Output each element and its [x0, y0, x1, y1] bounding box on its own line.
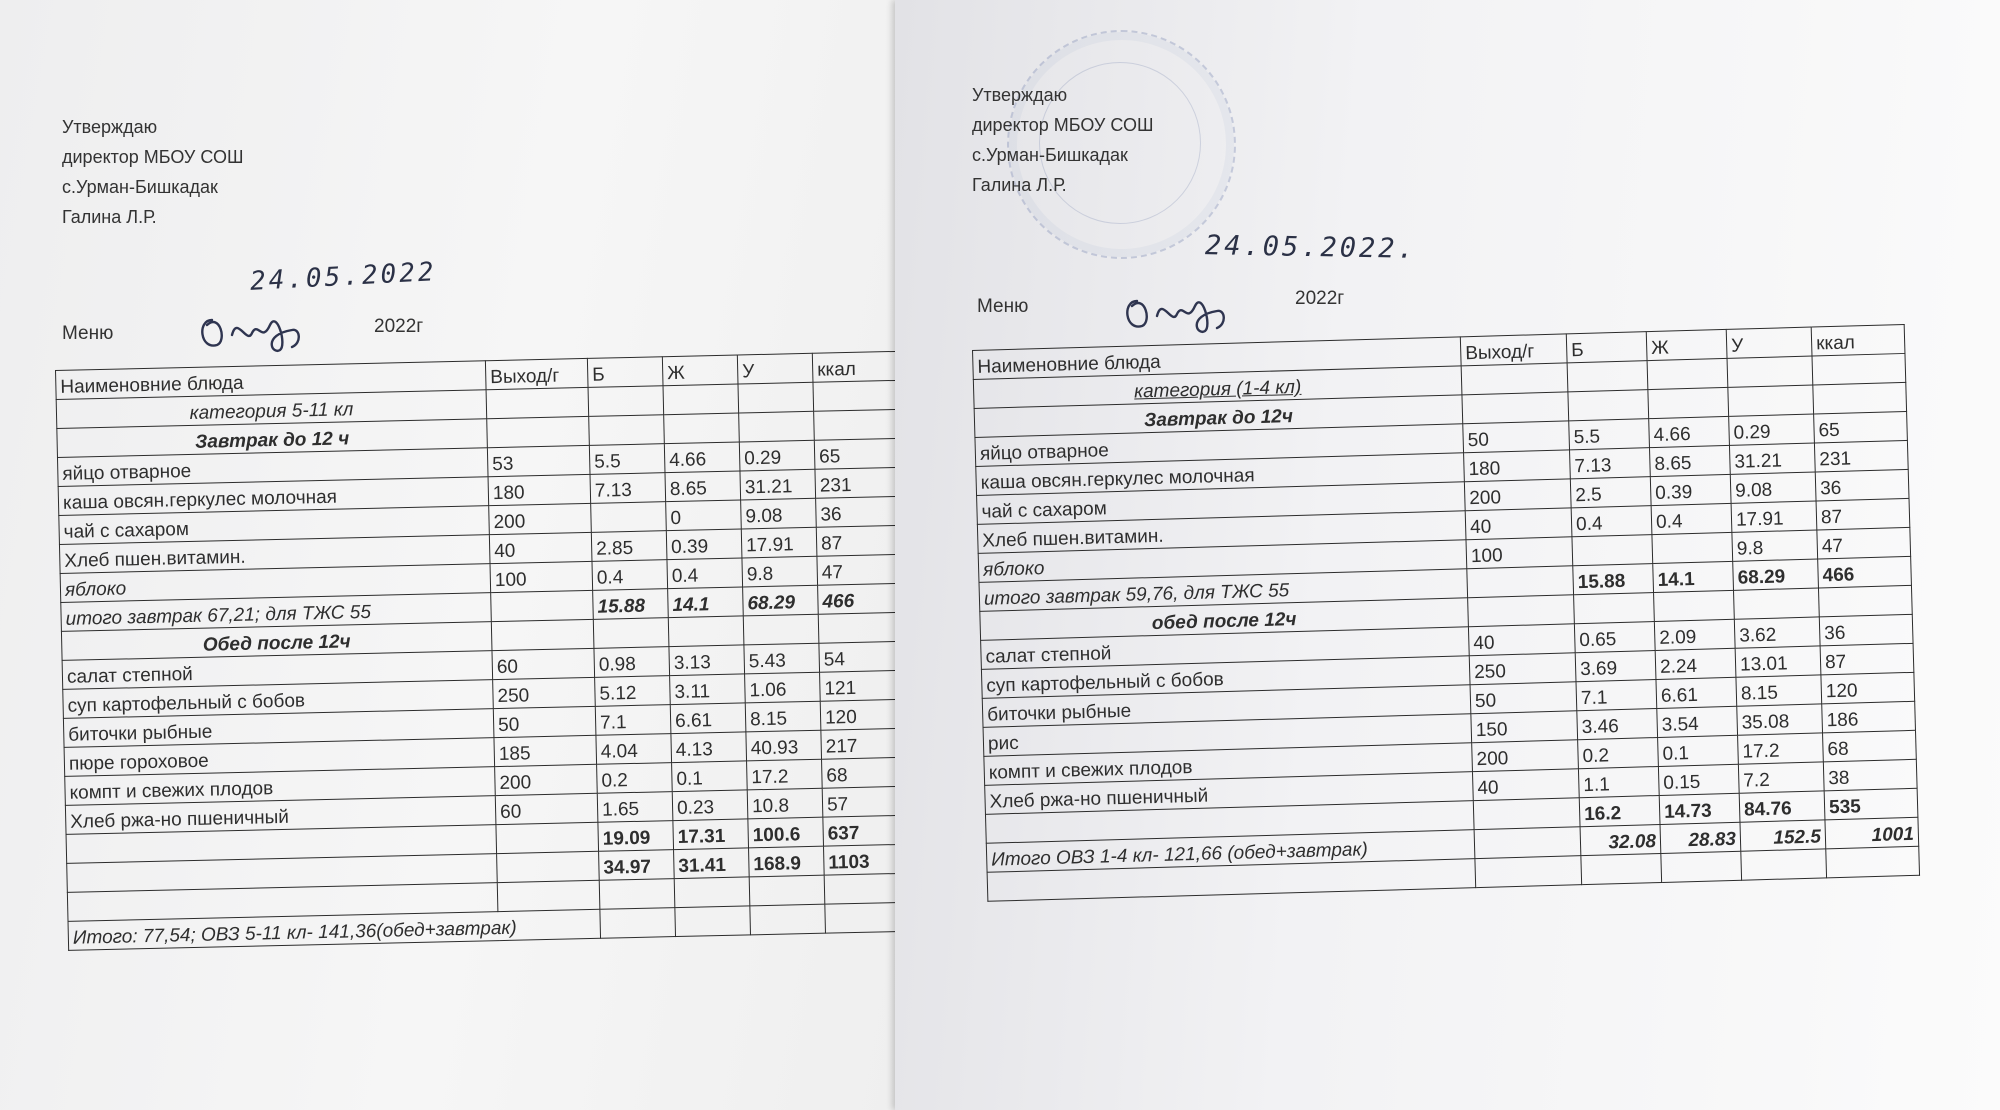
table-cell: 0.4 — [1651, 503, 1732, 534]
table-cell: 9.8 — [1732, 530, 1818, 561]
table-cell: 68 — [822, 757, 895, 788]
dish-name: биточки рыбные — [63, 709, 494, 748]
table-cell: 53 — [487, 445, 590, 476]
table-cell: 100 — [490, 561, 593, 592]
signature — [192, 295, 312, 365]
table-cell — [1474, 827, 1581, 859]
table-cell: 100 — [1466, 537, 1573, 569]
table-cell — [600, 908, 676, 939]
table-cell — [1826, 846, 1920, 878]
table-cell: 6.61 — [1656, 677, 1737, 708]
table-cell: 32.08 — [1580, 824, 1661, 855]
dish-name: каша овсян.геркулес молочная — [58, 477, 489, 516]
menu-table — [55, 351, 895, 951]
header-cell: Б — [1566, 332, 1647, 363]
table-cell: 57 — [822, 786, 895, 817]
table-cell: 2.24 — [1655, 648, 1736, 679]
table-cell — [825, 902, 895, 933]
table-cell: 38 — [1823, 759, 1917, 791]
table-cell — [599, 879, 675, 910]
table-cell: 31.21 — [1729, 443, 1815, 474]
table-cell — [675, 906, 751, 937]
table-cell: 10.8 — [747, 788, 823, 819]
table-cell — [743, 614, 819, 645]
table-cell: 7.13 — [1570, 448, 1651, 479]
table-cell: 47 — [817, 554, 895, 585]
table-cell: 0.4 — [1571, 506, 1652, 537]
table-cell — [497, 880, 600, 911]
table-cell: 5.5 — [589, 444, 665, 475]
dish-name: суп картофельный с бобов — [981, 656, 1470, 699]
table-cell — [1812, 353, 1906, 385]
table-cell: 54 — [819, 641, 895, 672]
table-cell — [1567, 361, 1648, 392]
table-cell: 15.88 — [1573, 564, 1654, 595]
table-cell: 200 — [495, 764, 598, 795]
table-cell — [1648, 387, 1729, 418]
approval-line: директор МБОУ СОШ — [972, 115, 1154, 135]
dish-name: компт и свежих плодов — [984, 743, 1473, 786]
approval-line: директор МБОУ СОШ — [62, 147, 244, 167]
table-cell: 65 — [814, 438, 895, 469]
table-cell: 120 — [1821, 672, 1915, 704]
table-cell: 17.91 — [741, 527, 817, 558]
table-cell: 180 — [1464, 450, 1571, 482]
menu-label: Меню — [62, 323, 114, 344]
approval-block — [62, 112, 243, 232]
dish-name: каша овсян.геркулес молочная — [976, 453, 1465, 496]
table-cell: 19.09 — [598, 821, 674, 852]
table-cell: 50 — [493, 706, 596, 737]
signature — [1117, 276, 1237, 346]
table-cell: 8.15 — [1736, 675, 1822, 706]
table-cell: 14.73 — [1659, 793, 1740, 824]
dish-name: яйцо отварное — [975, 424, 1464, 467]
table-cell: 8.65 — [665, 471, 741, 502]
table-cell: 8.65 — [1649, 445, 1730, 476]
table-cell — [814, 409, 895, 440]
table-cell — [739, 411, 815, 442]
approval-line: с.Урман-Бишкадак — [972, 145, 1128, 165]
table-cell — [738, 382, 814, 413]
table-cell: 637 — [823, 815, 895, 846]
table-cell — [1813, 382, 1907, 414]
table-cell — [1475, 856, 1582, 888]
table-cell: 200 — [489, 503, 592, 534]
table-cell: 1001 — [1825, 817, 1919, 849]
table-cell: 50 — [1470, 682, 1577, 714]
table-cell: 17.31 — [673, 819, 749, 850]
table-cell — [818, 612, 895, 643]
table-cell: 3.54 — [1657, 706, 1738, 737]
table-cell: 3.46 — [1577, 709, 1658, 740]
table-cell: 231 — [815, 467, 895, 498]
table-cell: 36 — [816, 496, 895, 527]
table-cell — [496, 822, 599, 853]
table-cell: 0.29 — [739, 440, 815, 471]
table-cell: 36 — [1819, 614, 1913, 646]
table-cell: 185 — [494, 735, 597, 766]
table-cell — [1467, 566, 1574, 598]
approval-block — [972, 80, 1153, 200]
table-cell: 84.76 — [1739, 791, 1825, 822]
table-cell: 1.1 — [1578, 766, 1659, 797]
table-cell: 60 — [495, 793, 598, 824]
table-cell: 6.61 — [670, 703, 746, 734]
table-cell: 5.43 — [744, 643, 820, 674]
table-cell — [1581, 853, 1662, 884]
section-cell: обед после 12ч — [980, 598, 1469, 641]
table-cell — [1741, 849, 1827, 880]
dish-name: Хлеб пшен.витамин. — [59, 535, 490, 574]
table-cell: 7.1 — [595, 705, 671, 736]
table-cell — [588, 386, 664, 417]
table-cell: 4.66 — [664, 442, 740, 473]
table-cell: 0.65 — [1574, 622, 1655, 653]
table-cell — [487, 416, 590, 447]
table-cell: 0.2 — [1578, 738, 1659, 769]
dish-name: Хлеб ржа-но пшеничный — [985, 772, 1474, 815]
table-cell: 47 — [1817, 527, 1911, 559]
dish-name: яблоко — [60, 564, 491, 603]
summary-label: Итого ОВЗ 1-4 кл- 121,66 (обед+завтрак) — [986, 830, 1475, 873]
approval-line: Галина Л.Р. — [972, 175, 1067, 195]
table-cell: 9.08 — [741, 498, 817, 529]
table-cell: 31.41 — [674, 848, 750, 879]
table-cell: 2.5 — [1570, 477, 1651, 508]
right-page — [895, 0, 2000, 1110]
table-cell: 40 — [1472, 769, 1579, 801]
table-cell: 5.5 — [1569, 419, 1650, 450]
year-label: 2022г — [374, 316, 424, 337]
table-cell — [674, 877, 750, 908]
table-cell: 68.29 — [743, 585, 819, 616]
dish-name: салат степной — [62, 651, 493, 690]
table-cell: 2.85 — [591, 531, 667, 562]
table-cell: 0.4 — [592, 560, 668, 591]
table-cell: 168.9 — [749, 846, 825, 877]
table-cell: 0.4 — [667, 558, 743, 589]
dish-name: рис — [983, 714, 1472, 757]
subtotal-label: итого завтрак 67,21; для ТЖС 55 — [61, 593, 492, 632]
header-cell: Выход/г — [485, 358, 588, 389]
table-cell — [668, 616, 744, 647]
table-cell — [750, 904, 826, 935]
table-cell: 14.1 — [1653, 561, 1734, 592]
table-cell: 3.62 — [1734, 617, 1820, 648]
table-cell — [1647, 358, 1728, 389]
table-cell: 217 — [821, 728, 895, 759]
table-cell: 40 — [1465, 508, 1572, 540]
table-cell: 40.93 — [746, 730, 822, 761]
table-cell: 3.69 — [1575, 651, 1656, 682]
table-cell — [1468, 595, 1575, 627]
table-cell: 17.91 — [1731, 501, 1817, 532]
table-cell — [1818, 585, 1912, 617]
table-cell — [589, 415, 665, 446]
table-cell: 0.2 — [597, 763, 673, 794]
approval-line: Галина Л.Р. — [62, 207, 157, 227]
approval-line: Утверждаю — [62, 117, 158, 137]
menu-table — [972, 324, 1920, 902]
table-cell: 68.29 — [1733, 559, 1819, 590]
table-cell — [1728, 385, 1814, 416]
table-cell — [1462, 392, 1569, 424]
header-cell: Наименовние блюда — [56, 361, 487, 400]
table-cell: 120 — [820, 699, 895, 730]
table-cell — [1568, 390, 1649, 421]
dish-name: салат степной — [981, 627, 1470, 670]
table-cell: 60 — [492, 648, 595, 679]
table-cell: 3.11 — [670, 674, 746, 705]
table-cell: 50 — [1463, 421, 1570, 453]
table-cell: 4.04 — [596, 734, 672, 765]
table-cell: 17.2 — [747, 759, 823, 790]
header-cell: У — [737, 353, 813, 384]
table-cell: 200 — [1472, 740, 1579, 772]
table-cell: 68 — [1823, 730, 1917, 762]
table-cell: 9.08 — [1730, 472, 1816, 503]
subtotal-label: итого завтрак 59,76, для ТЖС 55 — [979, 569, 1468, 612]
table-cell — [813, 380, 895, 411]
table-cell: 87 — [1816, 498, 1910, 530]
table-cell — [1473, 798, 1580, 830]
table-cell — [497, 851, 600, 882]
table-cell — [1461, 363, 1568, 395]
table-cell: 200 — [1464, 479, 1571, 511]
table-cell — [486, 387, 589, 418]
dish-name: Хлеб пшен.витамин. — [977, 511, 1466, 554]
table-cell — [1574, 593, 1655, 624]
table-cell — [749, 875, 825, 906]
table-cell: 180 — [488, 474, 591, 505]
table-cell: 0.98 — [594, 647, 670, 678]
table-cell: 7.2 — [1738, 762, 1824, 793]
dish-name: чай с сахаром — [977, 482, 1466, 525]
table-cell — [1572, 535, 1653, 566]
section-cell: Завтрак до 12 ч — [57, 419, 488, 458]
dish-name: яйцо отварное — [57, 448, 488, 487]
table-cell: 5.12 — [595, 676, 671, 707]
table-cell — [491, 590, 594, 621]
header-cell: ккал — [812, 351, 895, 382]
table-cell: 121 — [820, 670, 895, 701]
section-cell: Завтрак до 12ч — [974, 395, 1463, 438]
table-cell: 87 — [816, 525, 895, 556]
table-cell: 28.83 — [1660, 822, 1741, 853]
table-cell: 0.39 — [666, 529, 742, 560]
table-cell: 13.01 — [1735, 646, 1821, 677]
dish-name: Хлеб ржа-но пшеничный — [65, 796, 496, 835]
table-cell — [824, 873, 895, 904]
dish-name: пюре гороховое — [64, 738, 495, 777]
table-cell: 36 — [1815, 469, 1909, 501]
handwritten-date: 24.05.2022 — [249, 257, 438, 297]
menu-label: Меню — [977, 296, 1029, 317]
table-cell — [663, 384, 739, 415]
table-cell: 16.2 — [1579, 795, 1660, 826]
table-cell: 1.65 — [597, 792, 673, 823]
category-cell: категория 5-11 кл — [56, 390, 487, 429]
table-cell — [491, 619, 594, 650]
table-cell: 152.5 — [1740, 820, 1826, 851]
table-cell — [1661, 851, 1742, 882]
approval-line: с.Урман-Бишкадак — [62, 177, 218, 197]
year-label: 2022г — [1295, 288, 1345, 309]
table-cell: 231 — [1814, 440, 1908, 472]
header-cell: Ж — [1646, 329, 1727, 360]
table-cell — [664, 413, 740, 444]
table-cell: 7.13 — [590, 473, 666, 504]
left-page — [0, 0, 895, 1110]
table-cell: 7.1 — [1576, 680, 1657, 711]
table-cell: 17.2 — [1738, 733, 1824, 764]
header-cell: Б — [587, 357, 663, 388]
table-cell: 0.15 — [1658, 764, 1739, 795]
table-cell: 250 — [1469, 653, 1576, 685]
table-cell: 3.13 — [669, 645, 745, 676]
header-cell: ккал — [1811, 324, 1905, 356]
table-cell: 9.8 — [742, 556, 818, 587]
approval-line: Утверждаю — [972, 85, 1068, 105]
header-cell: Наименовние блюда — [973, 337, 1462, 380]
table-cell: 150 — [1471, 711, 1578, 743]
dish-name: компт и свежих плодов — [65, 767, 496, 806]
table-cell — [1654, 590, 1735, 621]
header-cell: Ж — [662, 355, 738, 386]
table-cell: 8.15 — [745, 701, 821, 732]
table-cell: 4.13 — [671, 732, 747, 763]
table-cell: 0.1 — [1658, 735, 1739, 766]
dish-name: суп картофельный с бобов — [63, 680, 494, 719]
handwritten-date: 24.05.2022. — [1204, 230, 1418, 265]
table-cell: 0.39 — [1650, 474, 1731, 505]
table-cell: 40 — [1468, 624, 1575, 656]
table-cell: 1.06 — [745, 672, 821, 703]
table-cell: 40 — [489, 532, 592, 563]
table-cell: 2.09 — [1654, 619, 1735, 650]
summary-label: Итого: 77,54; ОВЗ 5-11 кл- 141,36(обед+завтрак) — [68, 909, 601, 950]
table-cell: 250 — [493, 677, 596, 708]
table-cell: 466 — [818, 583, 895, 614]
table-cell: 535 — [1824, 788, 1918, 820]
table-cell: 0 — [666, 500, 742, 531]
table-cell: 34.97 — [599, 850, 675, 881]
dish-name: яблоко — [978, 540, 1467, 583]
table-cell: 4.66 — [1649, 416, 1730, 447]
table-cell: 0.1 — [672, 761, 748, 792]
dish-name: биточки рыбные — [982, 685, 1471, 728]
table-cell: 35.08 — [1737, 704, 1823, 735]
table-cell: 1103 — [824, 844, 895, 875]
header-cell: Выход/г — [1460, 334, 1567, 366]
table-cell: 65 — [1814, 411, 1908, 443]
table-cell — [1652, 532, 1733, 563]
header-cell: У — [1726, 327, 1812, 358]
table-cell — [591, 502, 667, 533]
table-cell: 0.23 — [672, 790, 748, 821]
dish-name: чай с сахаром — [59, 506, 490, 545]
section-cell: Обед после 12ч — [61, 622, 492, 661]
category-cell: категория (1-4 кл) — [973, 366, 1462, 409]
table-cell — [593, 618, 669, 649]
table-cell — [1727, 356, 1813, 387]
table-cell — [1734, 588, 1820, 619]
table-cell: 186 — [1822, 701, 1916, 733]
table-cell: 100.6 — [748, 817, 824, 848]
table-cell: 15.88 — [593, 589, 669, 620]
table-cell: 87 — [1820, 643, 1914, 675]
table-cell: 0.29 — [1729, 414, 1815, 445]
table-cell: 31.21 — [740, 469, 816, 500]
table-cell: 466 — [1818, 556, 1912, 588]
table-cell: 14.1 — [668, 587, 744, 618]
